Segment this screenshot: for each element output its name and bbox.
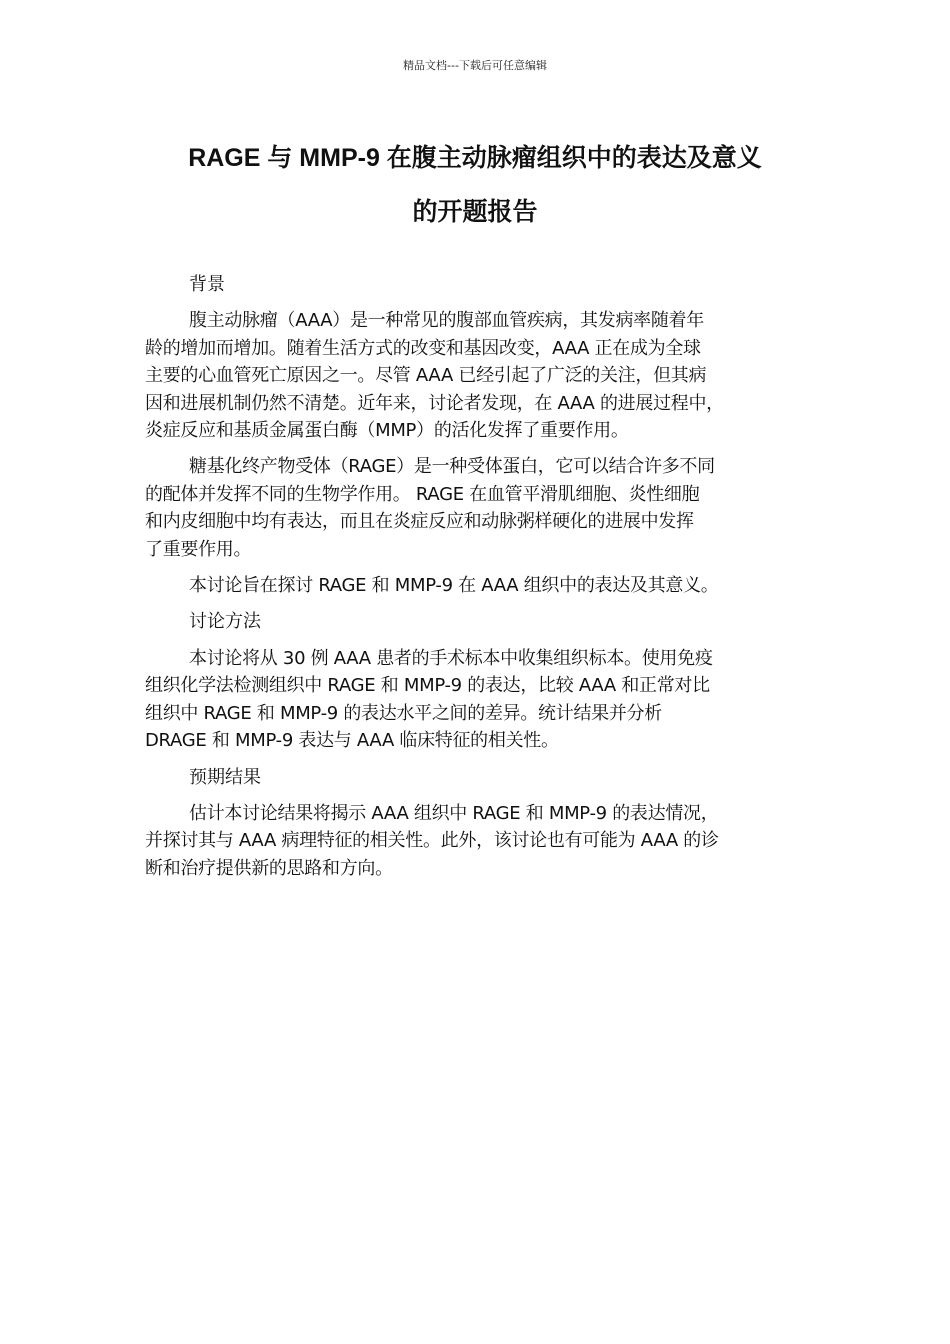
paragraph-background-3	[145, 572, 810, 599]
paragraph-line: 断和治疗提供新的思路和方向。	[145, 857, 393, 879]
paragraph-line: 和内皮细胞中均有表达，而且在炎症反应和动脉粥样硬化的进展中发挥	[145, 511, 694, 533]
section-heading-methods: 讨论方法	[189, 611, 261, 633]
paragraph-line: 组织化学法检测组织中 RAGE 和 MMP-9 的表达，比较 AAA 和正常对比	[145, 675, 710, 697]
paragraph-background-2	[145, 453, 810, 563]
header-note: 精品文档---下载后可任意编辑	[403, 59, 547, 72]
title-line-2: 的开题报告	[412, 198, 538, 226]
paragraph-methods-1	[145, 645, 810, 755]
paragraph-line: 本讨论旨在探讨 RAGE 和 MMP-9 在 AAA 组织中的表达及其意义。	[189, 575, 719, 597]
paragraph-line: 并探讨其与 AAA 病理特征的相关性。此外，该讨论也有可能为 AAA 的诊	[145, 830, 719, 852]
section-heading-results: 预期结果	[189, 766, 261, 788]
paragraph-line: 的配体并发挥不同的生物学作用。 RAGE 在血管平滑肌细胞、炎性细胞	[145, 483, 700, 505]
document-body	[145, 271, 810, 891]
paragraph-line: 组织中 RAGE 和 MMP-9 的表达水平之间的差异。统计结果并分析	[145, 702, 662, 724]
paragraph-line: 糖基化终产物受体（RAGE）是一种受体蛋白，它可以结合许多不同	[189, 456, 715, 478]
title-line-1: RAGE 与 MMP-9 在腹主动脉瘤组织中的表达及意义	[188, 144, 762, 172]
paragraph-background-1	[145, 307, 810, 444]
paragraph-line: 龄的增加而增加。随着生活方式的改变和基因改变，AAA 正在成为全球	[145, 337, 701, 359]
paragraph-line: 估计本讨论结果将揭示 AAA 组织中 RAGE 和 MMP-9 的表达情况，	[189, 802, 719, 824]
paragraph-line: 了重要作用。	[145, 538, 252, 560]
paragraph-results-1	[145, 800, 810, 882]
paragraph-line: 炎症反应和基质金属蛋白酶（MMP）的活化发挥了重要作用。	[145, 420, 629, 442]
section-heading-background: 背景	[189, 274, 225, 295]
paragraph-line: 主要的心血管死亡原因之一。尽管 AAA 已经引起了广泛的关注，但其病	[145, 365, 707, 387]
paragraph-line: DRAGE 和 MMP-9 表达与 AAA 临床特征的相关性。	[145, 730, 559, 752]
document-title	[130, 135, 820, 235]
paragraph-line: 本讨论将从 30 例 AAA 患者的手术标本中收集组织标本。使用免疫	[189, 647, 713, 669]
paragraph-line: 腹主动脉瘤（AAA）是一种常见的腹部血管疾病，其发病率随着年	[189, 310, 704, 332]
paragraph-line: 因和进展机制仍然不清楚。近年来，讨论者发现，在 AAA 的进展过程中，	[145, 392, 724, 414]
